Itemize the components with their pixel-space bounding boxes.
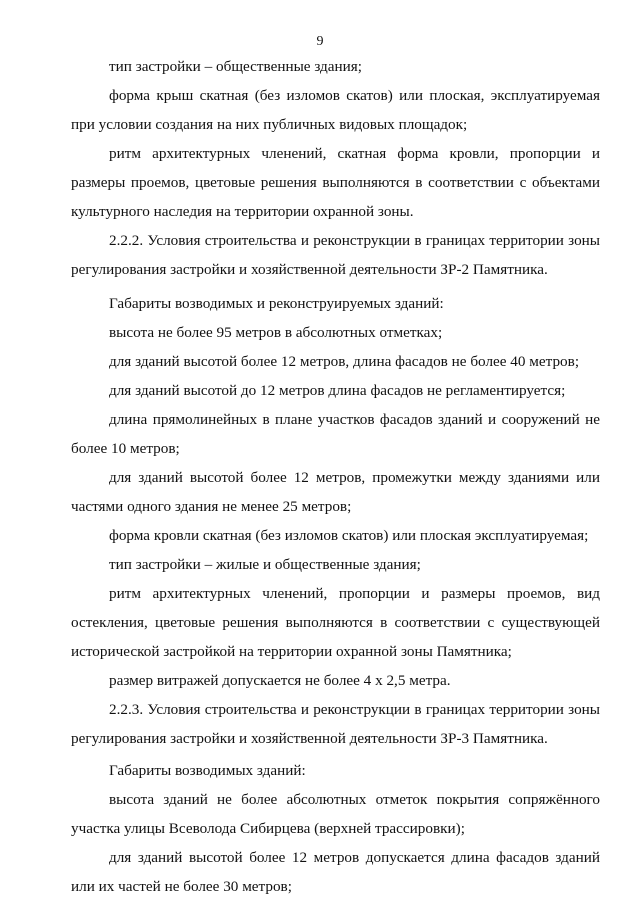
paragraph: тип застройки – общественные здания;: [109, 58, 362, 75]
paragraph: высота зданий не более абсолютных отметок покрытия сопряжённого участка улицы Всеволода Сибирцева (верхней трассировки);: [71, 791, 600, 837]
paragraph: Габариты возводимых зданий:: [109, 762, 306, 779]
section-heading-2-2-2: 2.2.2. Условия строительства и реконструкции в границах территории зоны регулирования застройки и хозяйственной деятельности ЗР-2 Памятника.: [71, 232, 600, 278]
paragraph: Габариты возводимых и реконструируемых зданий:: [109, 295, 444, 312]
document-body: [71, 52, 600, 901]
paragraph: форма крыш скатная (без изломов скатов) или плоская, эксплуатируемая при условии создания на них публичных видовых площадок;: [71, 87, 600, 133]
paragraph: длина прямолинейных в плане участков фасадов зданий и сооружений не более 10 метров;: [71, 411, 600, 457]
paragraph: для зданий высотой более 12 метров, длина фасадов не более 40 метров;: [109, 353, 580, 370]
paragraph: для зданий высотой до 12 метров длина фасадов не регламентируется;: [109, 382, 566, 399]
paragraph: ритм архитектурных членений, скатная форма кровли, пропорции и размеры проемов, цветовые решения выполняются в соответствии с объектами культурного наследия на территории охранной зоны.: [71, 145, 600, 220]
paragraph: размер витражей допускается не более 4 х 2,5 метра.: [109, 672, 451, 689]
paragraph: ритм архитектурных членений, пропорции и размеры проемов, вид остекления, цветовые решения выполняются в соответствии с существующей исторической застройкой на территории охранной зоны Памятника;: [71, 585, 600, 660]
paragraph: тип застройки – жилые и общественные здания;: [109, 556, 421, 573]
paragraph: высота не более 95 метров в абсолютных отметках;: [109, 324, 443, 341]
paragraph: форма кровли скатная (без изломов скатов) или плоская эксплуатируемая;: [109, 527, 589, 544]
section-heading-2-2-3: 2.2.3. Условия строительства и реконструкции в границах территории зоны регулирования застройки и хозяйственной деятельности ЗР-3 Памятника.: [71, 701, 600, 747]
paragraph: для зданий высотой более 12 метров, промежутки между зданиями или частями одного здания не менее 25 метров;: [71, 469, 600, 515]
paragraph: для зданий высотой более 12 метров допускается длина фасадов зданий или их частей не более 30 метров;: [71, 849, 600, 895]
page-number: 9: [316, 34, 324, 49]
